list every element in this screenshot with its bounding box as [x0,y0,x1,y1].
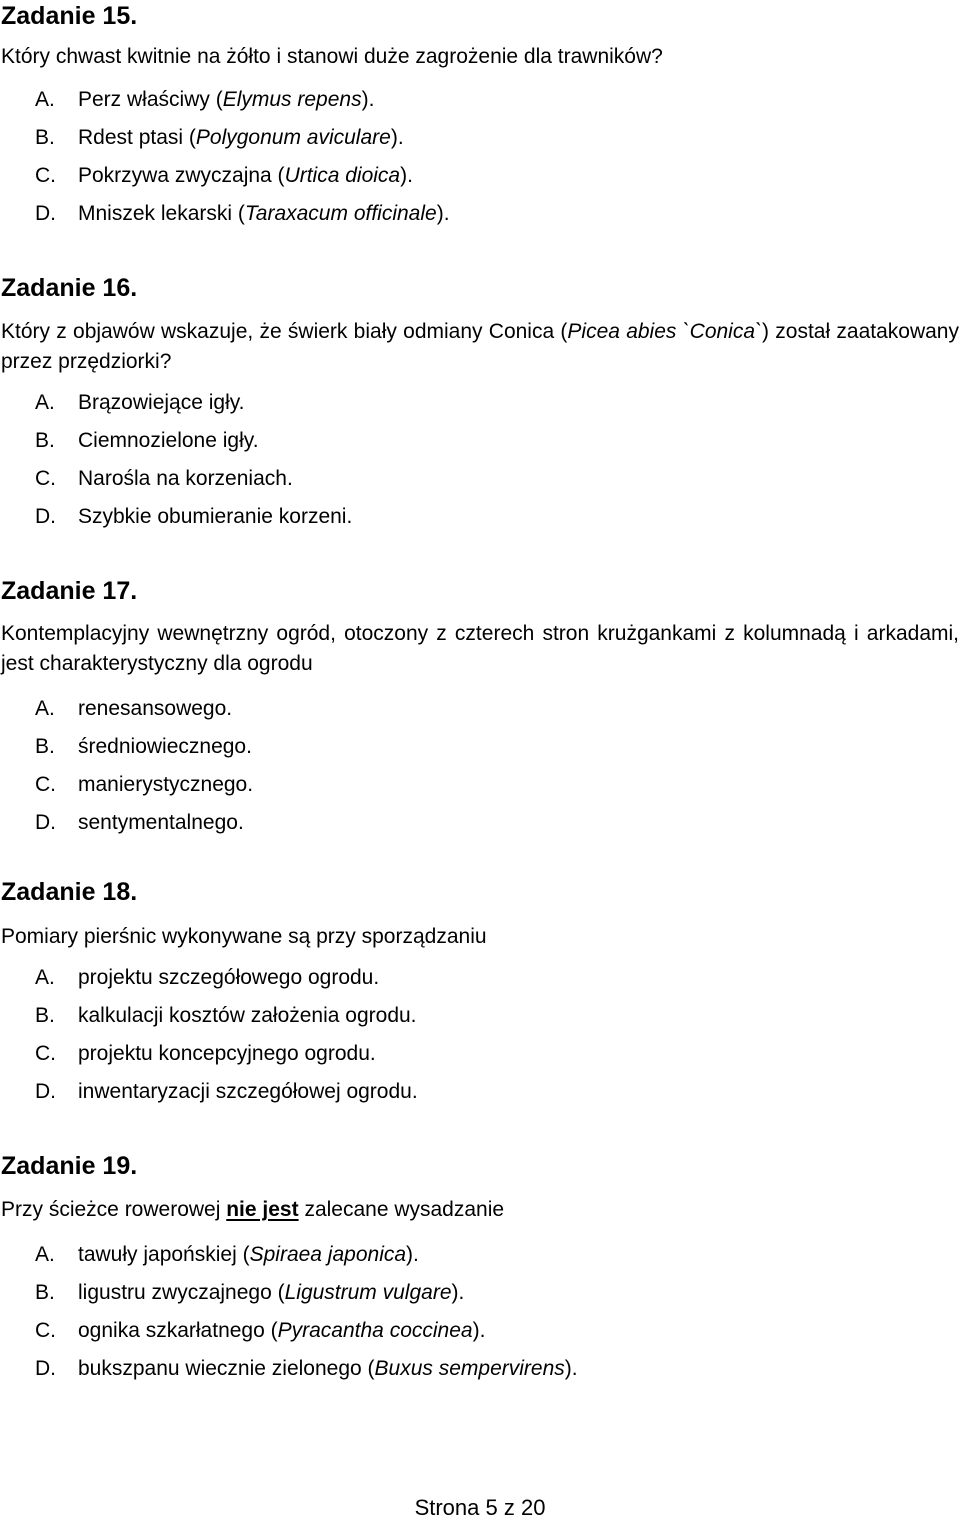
answer-option-a[interactable] [1,1236,959,1274]
task-15 [1,1,959,233]
option-letter: B. [35,1004,55,1027]
task-18 [1,877,959,1111]
answer-option-c[interactable] [1,1035,959,1073]
option-letter: D. [35,505,56,528]
option-letter: A. [35,391,55,414]
option-text: Rdest ptasi (Polygonum aviculare). [78,126,404,149]
option-letter: A. [35,88,55,111]
option-text: tawuły japońskiej (Spiraea japonica). [78,1243,419,1266]
option-letter: A. [35,697,55,720]
answer-option-c[interactable] [1,766,959,804]
answer-option-b[interactable] [1,1274,959,1312]
emphasis-underline: nie jest [226,1198,299,1221]
question-text: Który chwast kwitnie na żółto i stanowi duże zagrożenie dla trawników? [1,45,663,68]
task-question [1,42,959,72]
answer-option-c[interactable] [1,157,959,195]
option-letter: D. [35,1080,56,1103]
option-text: bukszpanu wiecznie zielonego (Buxus sempervirens). [78,1357,578,1380]
page-number: Strona 5 z 20 [414,1495,546,1520]
answer-option-b[interactable] [1,422,959,460]
task-17 [1,576,959,842]
task-question: Przy ścieżce rowerowej nie jest zalecane wysadzanie [1,1198,505,1221]
task-16 [1,273,959,536]
task-question: Kontemplacyjny wewnętrzny ogród, otoczony z czterech stron krużgankami z kolumnadą i arkadami, jest charakterystyczny dla ogrodu [1,622,959,675]
option-letter: B. [35,126,55,149]
option-text: projektu szczegółowego ogrodu. [78,966,380,989]
option-text: Ciemnozielone igły. [78,429,259,452]
option-text: Mniszek lekarski (Taraxacum officinale). [78,202,450,225]
answer-option-d[interactable] [1,804,959,842]
task-heading: Zadanie 16. [1,274,138,302]
option-text: ognika szkarłatnego (Pyracantha coccinea). [78,1319,486,1342]
option-text: ligustru zwyczajnego (Ligustrum vulgare). [78,1281,465,1304]
answer-options [1,1236,959,1388]
answer-option-b[interactable] [1,997,959,1035]
option-text: inwentaryzacji szczegółowej ogrodu. [78,1080,418,1103]
option-text: Narośla na korzeniach. [78,467,293,490]
option-text: renesansowego. [78,697,233,720]
answer-option-d[interactable] [1,1073,959,1111]
option-text: kalkulacji kosztów założenia ogrodu. [78,1004,417,1027]
answer-option-a[interactable] [1,384,959,422]
option-text: Perz właściwy (Elymus repens). [78,88,375,111]
option-text: średniowiecznego. [78,735,252,758]
option-letter: C. [35,164,56,187]
task-heading: Zadanie 15. [1,2,138,30]
option-letter: C. [35,1042,56,1065]
answer-option-a[interactable] [1,81,959,119]
task-question: Pomiary pierśnic wykonywane są przy sporządzaniu [1,925,487,948]
answer-option-d[interactable] [1,498,959,536]
option-text: Szybkie obumieranie korzeni. [78,505,353,528]
answer-option-b[interactable] [1,119,959,157]
option-text: projektu koncepcyjnego ogrodu. [78,1042,376,1065]
option-text: sentymentalnego. [78,811,244,834]
option-letter: B. [35,735,55,758]
option-letter: B. [35,1281,55,1304]
answer-option-a[interactable] [1,959,959,997]
answer-option-d[interactable] [1,1350,959,1388]
answer-options [1,81,959,233]
answer-option-c[interactable] [1,460,959,498]
option-text: Brązowiejące igły. [78,391,245,414]
task-heading: Zadanie 18. [1,878,138,906]
option-letter: A. [35,966,55,989]
option-letter: A. [35,1243,55,1266]
option-letter: D. [35,811,56,834]
option-letter: C. [35,1319,56,1342]
option-letter: D. [35,202,56,225]
task-19 [1,1151,959,1388]
option-text: Pokrzywa zwyczajna (Urtica dioica). [78,164,413,187]
option-letter: C. [35,773,56,796]
answer-options [1,690,959,842]
option-text: manierystycznego. [78,773,254,796]
task-question: Który z objawów wskazuje, że świerk biały odmiany Conica (Picea abies `Conica`) został zaatakowany przez przędziorki? [1,320,959,373]
option-letter: C. [35,467,56,490]
answer-option-a[interactable] [1,690,959,728]
answer-options [1,959,959,1111]
answer-option-b[interactable] [1,728,959,766]
answer-option-d[interactable] [1,195,959,233]
task-heading: Zadanie 17. [1,577,138,605]
option-letter: D. [35,1357,56,1380]
answer-option-c[interactable] [1,1312,959,1350]
task-heading: Zadanie 19. [1,1152,138,1180]
option-letter: B. [35,429,55,452]
answer-options [1,384,959,536]
